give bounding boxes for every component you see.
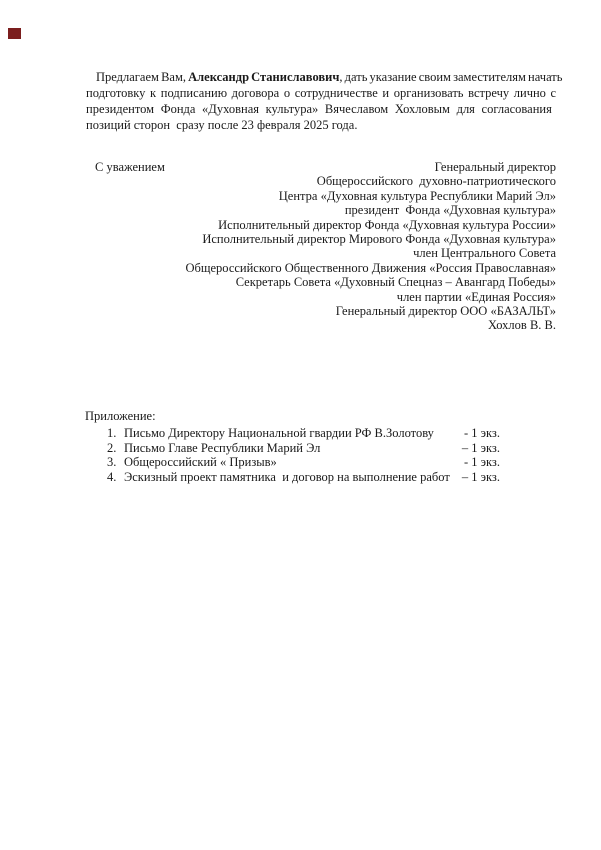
body-line-2: подготовку к подписанию договора о сотрудничестве и организовать встречу лично с — [86, 86, 557, 100]
body-line-1-prefix: Предлагаем Вам, — [96, 70, 189, 84]
attachment-title: Эскизный проект памятника и договор на выполнение работ — [124, 470, 450, 485]
signature-title: Секретарь Совета «Духовный Спецназ – Авангард Победы» — [235, 275, 556, 290]
attachment-copies: - 1 экз. — [464, 426, 500, 440]
signature-title: Генеральный директор ООО «БАЗАЛЬТ» — [335, 304, 556, 319]
attachment-title: Письмо Главе Республики Марий Эл — [124, 440, 321, 455]
spacer — [320, 441, 462, 456]
body-line-4: позиций сторон сразу после 23 февраля 2025 года. — [86, 118, 358, 132]
salutation: С уважением — [95, 160, 165, 174]
attachments-section — [85, 409, 525, 485]
attachment-item — [107, 441, 500, 456]
attachment-item — [107, 455, 500, 470]
letter-body — [86, 69, 563, 133]
spacer — [277, 455, 464, 470]
body-line-1 — [86, 69, 563, 85]
scan-corner-mark — [8, 28, 21, 39]
attachment-copies: – 1 экз. — [461, 470, 500, 485]
attachment-title: Письмо Директору Национальной гвардии РФ В.Золотову — [124, 426, 434, 440]
spacer — [434, 426, 464, 441]
signature-title: Исполнительный директор Фонда «Духовная культура России» — [218, 217, 556, 232]
signature-title: Центра «Духовная культура Республики Марий Эл» — [278, 188, 556, 203]
signature-title: Общероссийского Общественного Движения «Россия Православная» — [185, 260, 556, 275]
attachment-number: 3. — [107, 455, 117, 470]
attachments-heading: Приложение: — [85, 409, 156, 423]
signature-block — [26, 160, 556, 333]
attachments-list — [107, 426, 500, 485]
body-line-3: президентом Фонда «Духовная культура» Вячеславом Хохловым для согласования — [86, 102, 552, 116]
signature-title: член партии «Единая Россия» — [396, 289, 556, 304]
spacer — [450, 470, 462, 485]
signature-title: Генеральный директор — [434, 160, 556, 174]
attachment-item — [107, 426, 500, 441]
body-line-1-suffix: , дать указание своим заместителям начать — [339, 70, 563, 84]
addressee-name: Александр Станиславович — [188, 70, 340, 84]
attachment-title: Общероссийский « Призыв» — [124, 455, 277, 470]
signature-title: член Центрального Совета — [413, 246, 556, 261]
signature-title: президент Фонда «Духовная культура» — [344, 203, 556, 218]
attachment-number: 4. — [107, 470, 117, 485]
attachment-copies: – 1 экз. — [461, 440, 500, 455]
signature-title: Общероссийского духовно-патриотического — [316, 174, 556, 189]
attachment-copies: - 1 экз. — [464, 455, 500, 470]
signer-name: Хохлов В. В. — [488, 318, 556, 333]
attachment-number: 1. — [107, 426, 117, 440]
signature-title: Исполнительный директор Мирового Фонда «Духовная культура» — [202, 232, 556, 247]
attachment-item — [107, 470, 500, 485]
attachment-number: 2. — [107, 440, 117, 455]
